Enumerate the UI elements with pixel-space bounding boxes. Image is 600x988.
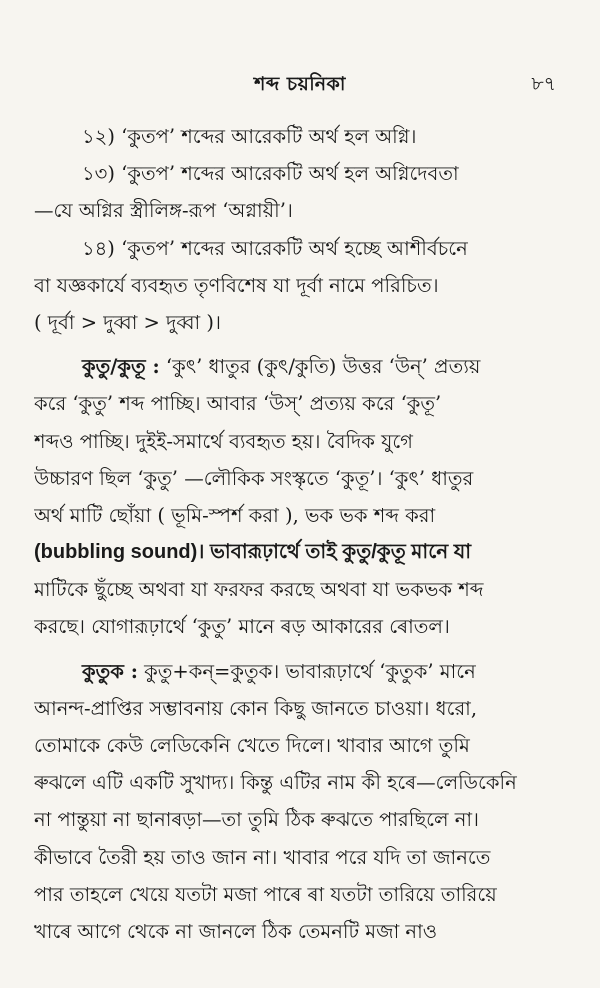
line-text: খাৰে আগে থেকে না জানলে ঠিক তেমনটি মজা নাও [34, 919, 438, 943]
text-line [34, 267, 570, 304]
line-text: আনন্দ-প্রাপ্তির সম্ভাবনায় কোন কিছু জানতে চাওয়া। ধরো, [34, 696, 478, 720]
line-text: —যে অগ্নির স্ত্রীলিঙ্গ-রূপ ‘অগ্নায়ী’। [34, 199, 293, 223]
entry-headword: কুতু/কুতূ : [82, 355, 160, 379]
line-text: ১২) ‘কুতপ’ শব্দের আরেকটি অর্থ হল অগ্নি। [82, 125, 417, 148]
line-text: ‘কুৎ’ ধাতুর (কুৎ/কুতি) উত্তর ‘উন্’ প্রত্যয় [159, 355, 481, 379]
text-line [34, 764, 570, 801]
line-text: ১৪) ‘কুতপ’ শব্দের আরেকটি অর্থ হচ্ছে আশীর্বচনে [82, 236, 468, 260]
text-line [34, 534, 570, 571]
text-line [34, 876, 570, 913]
text-line [34, 727, 570, 764]
line-text: অর্থ মাটি ছোঁয়া ( ভূমি-স্পর্শ করা ), ভক ভক শব্দ করা [34, 503, 436, 527]
text-line [34, 155, 570, 192]
line-text: উচ্চারণ ছিল ‘কুতু’ —লৌকিক সংস্কৃতে ‘কুতূ’। ‘কুৎ’ ধাতুর [34, 466, 474, 490]
entry-headword: কুতুক : [82, 659, 138, 683]
text-line [34, 839, 570, 876]
text-line [34, 423, 570, 460]
line-text: মাটিকে ছুঁচ্ছে অথবা যা ফরফর করছে অথবা যা ভকভক শব্দ [34, 578, 484, 602]
line-text: কুতু+কন্=কুতুক। ভাবারূঢ়ার্থে ‘কুতুক’ মানে [137, 659, 476, 683]
line-text: না পান্তুয়া না ছানাৰড়া—তা তুমি ঠিক ৰুঝতে পারছিলে না। [34, 808, 479, 832]
line-text: কীভাবে তৈরী হয় তাও জান না। খাবার পরে যদি তা জানতে [34, 845, 491, 869]
line-text: (bubbling sound)। ভাবারূঢ়ার্থে তাই কুতু/কুতূ মানে যা [34, 541, 472, 564]
page-header [0, 70, 600, 106]
text-line [34, 571, 570, 608]
text-line [34, 497, 570, 534]
line-text: করে ‘কুতু’ শব্দ পাচ্ছি। আবার ‘উস্’ প্রত্যয় করে ‘কুতূ’ [34, 392, 442, 416]
line-text: ( দূর্বা > দুব্বা > দুব্বা )। [34, 310, 221, 334]
page-number: ৮৭ [531, 73, 556, 95]
line-text: তোমাকে কেউ লেডিকেনি খেতে দিলে। খাবার আগে তুমি [34, 734, 470, 757]
line-text: পার তাহলে খেয়ে যতটা মজা পাৰে ৰা যতটা তারিয়ে তারিয়ে [34, 882, 497, 906]
text-line [34, 230, 570, 267]
line-text: বা যজ্ঞকার্যে ব্যবহৃত তৃণবিশেষ যা দূর্বা নামে পরিচিত। [34, 273, 439, 297]
body-text [34, 118, 570, 950]
line-text: ১৩) ‘কুতপ’ শব্দের আরেকটি অর্থ হল অগ্নিদেবতা [82, 162, 459, 186]
text-line [34, 460, 570, 497]
text-line [34, 913, 570, 950]
line-text: করছে। যোগারূঢ়ার্থে ‘কুতু’ মানে ৰড় আকারের ৰোতল। [34, 615, 450, 639]
entry-line [34, 653, 570, 690]
text-line [34, 690, 570, 727]
text-line [34, 118, 570, 155]
running-title: শব্দ চয়নিকা [254, 73, 346, 95]
text-line [34, 304, 570, 341]
line-text: শব্দও পাচ্ছি। দুইই-সমার্থে ব্যবহৃত হয়। বৈদিক যুগে [34, 429, 413, 453]
text-line [34, 385, 570, 422]
text-line [34, 192, 570, 229]
text-line [34, 801, 570, 838]
entry-line [34, 348, 570, 385]
line-text: ৰুঝলে এটি একটি সুখাদ্য। কিন্তু এটির নাম কী হৰে—লেডিকেনি [34, 771, 517, 795]
text-line [34, 608, 570, 645]
